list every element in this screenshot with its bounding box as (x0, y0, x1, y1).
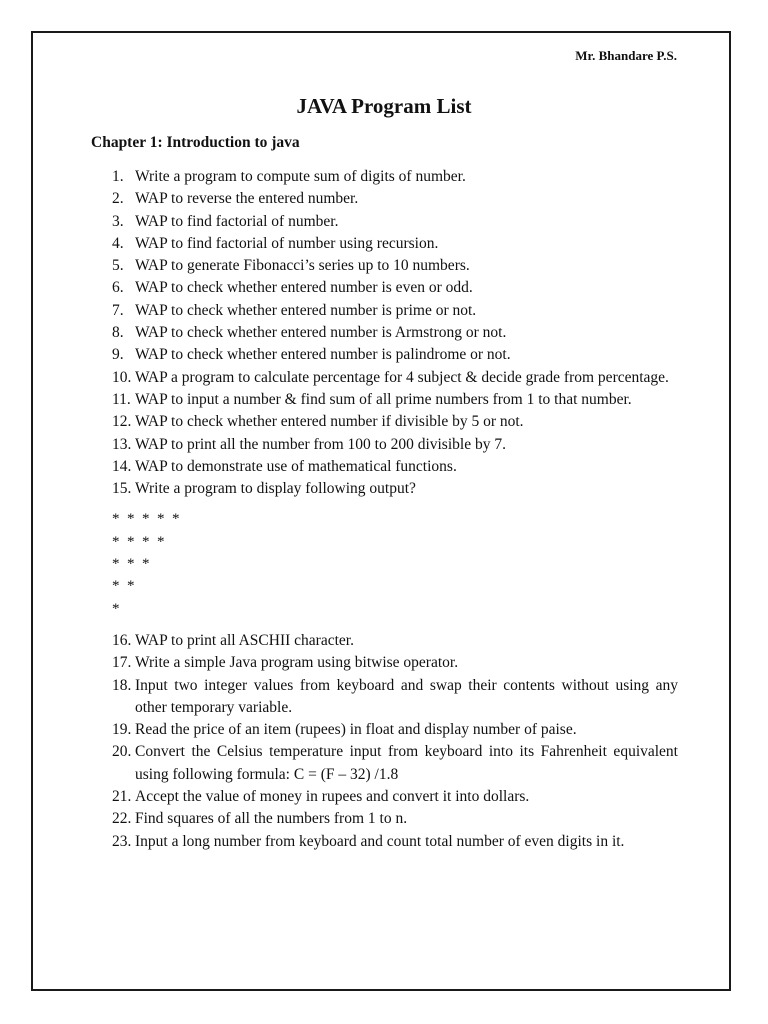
list-item (112, 478, 678, 500)
list-item (112, 166, 678, 188)
item-text: WAP to print all ASCHII character. (135, 631, 354, 649)
item-number: 20. (112, 743, 132, 761)
item-text: WAP to input a number & find sum of all prime numbers from 1 to that number. (135, 390, 632, 408)
item-number: 10. (112, 368, 132, 386)
item-text: Input a long number from keyboard and count total number of even digits in it. (135, 832, 625, 850)
item-number: 19. (112, 721, 132, 739)
list-item (112, 652, 678, 674)
list-item (112, 389, 678, 411)
list-item (112, 277, 678, 299)
item-text: WAP to generate Fibonacci’s series up to 10 numbers. (135, 257, 470, 275)
list-item (112, 255, 678, 277)
chapter-heading: Chapter 1: Introduction to java (91, 134, 300, 151)
item-number: 8. (112, 324, 124, 342)
list-item (112, 233, 678, 255)
pattern-row: * (112, 600, 120, 617)
list-item (112, 344, 678, 366)
list-item (112, 741, 678, 786)
program-list (112, 166, 678, 853)
item-number: 16. (112, 631, 132, 649)
list-item (112, 719, 678, 741)
item-text: WAP to check whether entered number if divisible by 5 or not. (135, 413, 524, 431)
item-text: WAP to check whether entered number is Armstrong or not. (135, 324, 507, 342)
item-text: Convert the Celsius temperature input from keyboard into its Fahrenheit equivalent using following formula: C = (F – 32) /1.8 (135, 743, 678, 783)
item-text: Write a program to display following output? (135, 480, 416, 498)
list-item (112, 675, 678, 720)
item-text: WAP to find factorial of number using recursion. (135, 234, 439, 252)
item-number: 7. (112, 301, 124, 319)
item-number: 12. (112, 413, 132, 431)
list-item (112, 211, 678, 233)
item-number: 15. (112, 480, 132, 498)
item-number: 9. (112, 346, 124, 364)
item-text: WAP to check whether entered number is prime or not. (135, 301, 477, 319)
item-number: 18. (112, 676, 132, 694)
list-item (112, 434, 678, 456)
item-number: 22. (112, 810, 132, 828)
pattern-row: * * (112, 578, 135, 595)
item-text: WAP to check whether entered number is even or odd. (135, 279, 473, 297)
item-number: 21. (112, 788, 132, 806)
item-number: 2. (112, 190, 124, 208)
item-number: 17. (112, 654, 132, 672)
item-text: WAP to demonstrate use of mathematical functions. (135, 457, 457, 475)
page-title: JAVA Program List (296, 94, 472, 118)
item-number: 23. (112, 832, 132, 850)
list-item (112, 456, 678, 478)
item-text: WAP a program to calculate percentage for 4 subject & decide grade from percentage. (135, 368, 669, 386)
item-number: 6. (112, 279, 124, 297)
item-text: Read the price of an item (rupees) in float and display number of paise. (135, 721, 577, 739)
list-item (112, 831, 678, 853)
item-text: Input two integer values from keyboard and swap their contents without using any other temporary variable. (135, 676, 678, 716)
item-number: 1. (112, 168, 124, 185)
item-text: WAP to reverse the entered number. (135, 190, 359, 208)
list-item (112, 300, 678, 322)
item-text: Find squares of all the numbers from 1 to n. (135, 810, 408, 828)
program-list-part-2 (112, 630, 678, 853)
list-item (112, 188, 678, 210)
pattern-row: * * * * (112, 533, 165, 550)
item-text: WAP to find factorial of number. (135, 212, 339, 230)
item-text: Write a program to compute sum of digits of number. (135, 168, 466, 185)
pattern-row: * * * (112, 556, 150, 573)
star-pattern (112, 508, 678, 619)
item-number: 11. (112, 390, 131, 408)
item-text: Accept the value of money in rupees and convert it into dollars. (135, 788, 530, 806)
list-item (112, 322, 678, 344)
item-text: Write a simple Java program using bitwise operator. (135, 654, 459, 672)
item-number: 3. (112, 212, 124, 230)
list-item (112, 808, 678, 830)
list-item (112, 786, 678, 808)
list-item (112, 411, 678, 433)
item-number: 14. (112, 457, 132, 475)
item-number: 4. (112, 234, 124, 252)
pattern-row: * * * * * (112, 511, 180, 528)
item-text: WAP to print all the number from 100 to 200 divisible by 7. (135, 435, 506, 453)
item-number: 5. (112, 257, 124, 275)
program-list-part-1 (112, 166, 678, 500)
list-item (112, 367, 678, 389)
list-item (112, 630, 678, 652)
author-name: Mr. Bhandare P.S. (575, 48, 677, 63)
item-text: WAP to check whether entered number is palindrome or not. (135, 346, 511, 364)
item-number: 13. (112, 435, 132, 453)
